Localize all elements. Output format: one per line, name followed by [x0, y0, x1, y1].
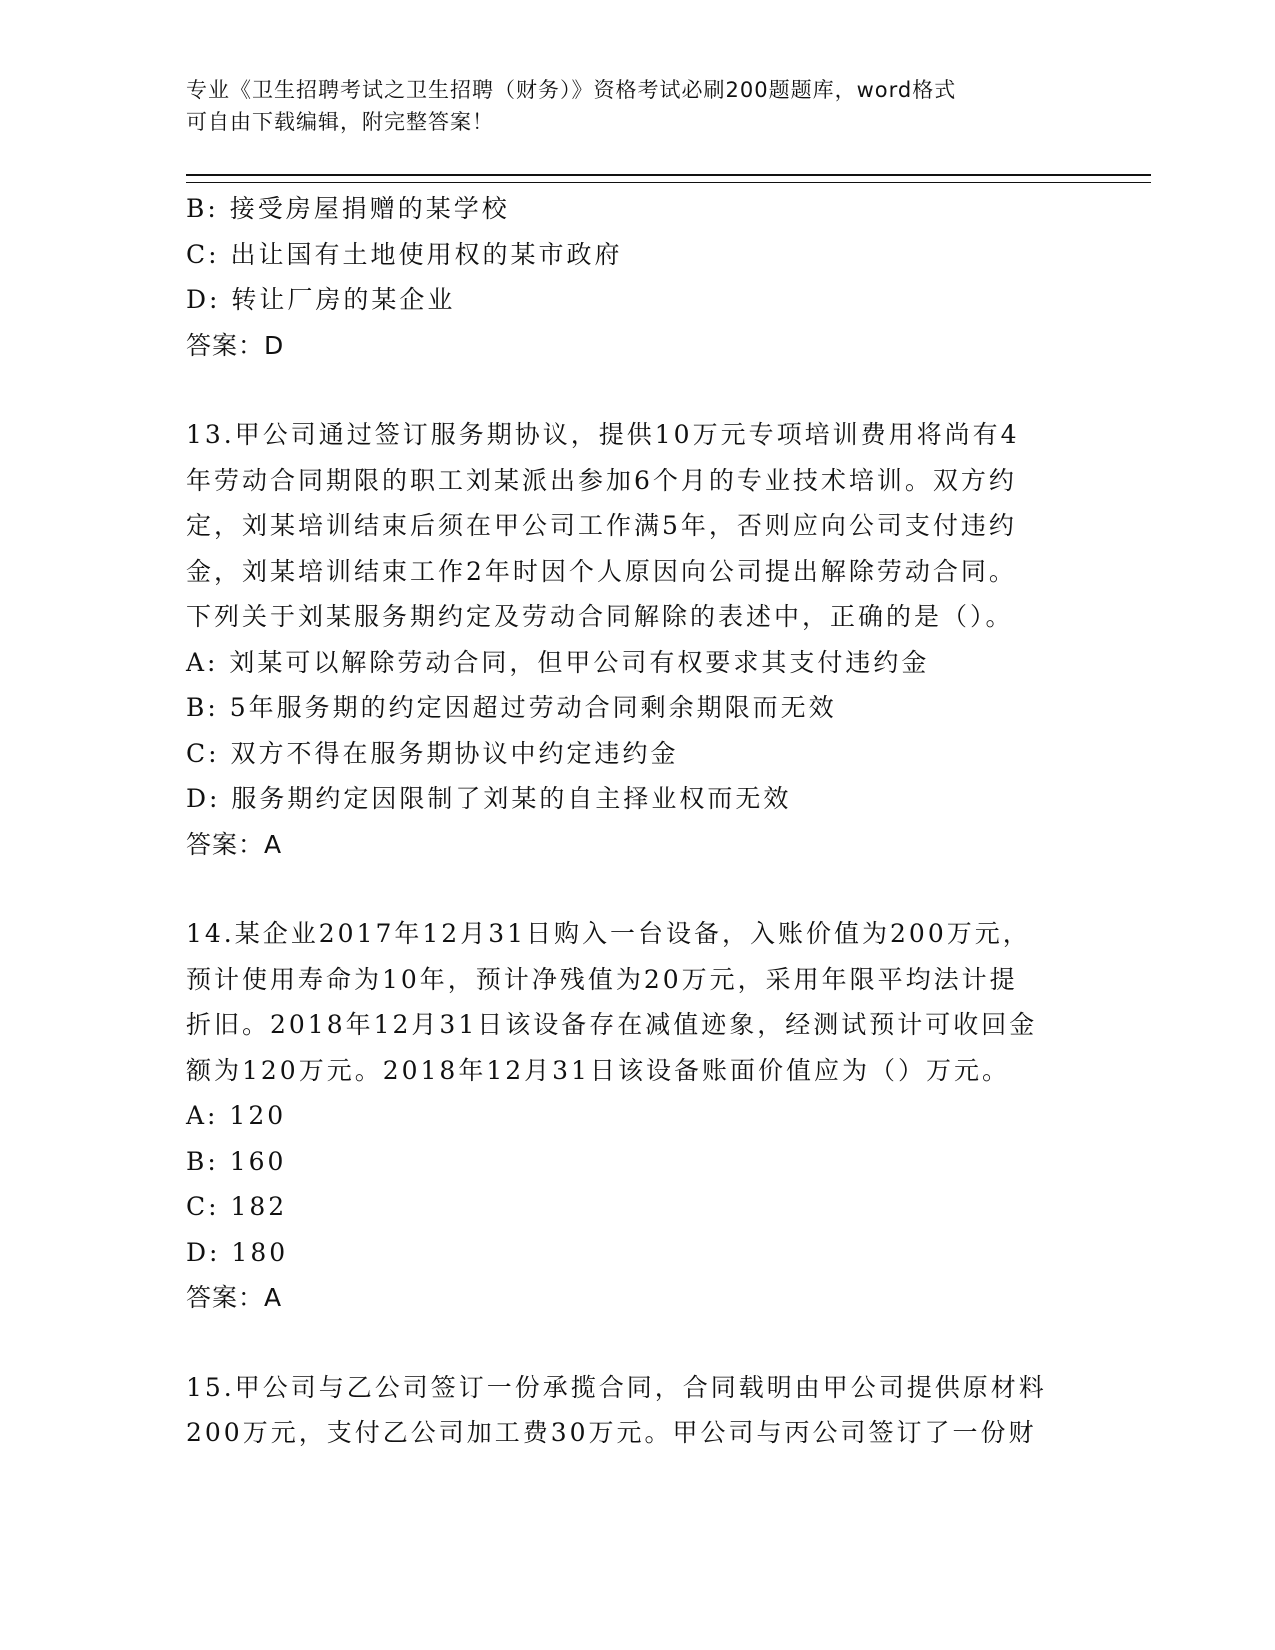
- option-b: B: 160: [186, 1146, 287, 1176]
- answer-label: 答案：A: [186, 829, 283, 859]
- document-header: [186, 74, 1066, 138]
- question-text-line: 15.甲公司与乙公司签订一份承揽合同，合同载明由甲公司提供原材料: [186, 1372, 1047, 1402]
- question-text-line: 额为120万元。2018年12月31日该设备账面价值应为（）万元。: [186, 1055, 1010, 1085]
- question-text-line: 14.某企业2017年12月31日购入一台设备，入账价值为200万元，: [186, 919, 1031, 948]
- question-text-line: 折旧。2018年12月31日该设备存在减值迹象，经测试预计可收回金: [186, 1010, 1038, 1039]
- answer-label: 答案：D: [186, 330, 285, 360]
- option-b: B: 5年服务期的约定因超过劳动合同剩余期限而无效: [186, 693, 837, 722]
- header-title-line-2: 可自由下载编辑，附完整答案！: [186, 110, 494, 134]
- spacer: [186, 368, 1086, 412]
- option-a: A: 刘某可以解除劳动合同，但甲公司有权要求其支付违约金: [186, 647, 930, 677]
- option-d: D: 服务期约定因限制了刘某的自主择业权而无效: [186, 784, 792, 813]
- option-c: C: 双方不得在服务期协议中约定违约金: [186, 738, 679, 768]
- option-c: C: 182: [186, 1192, 288, 1221]
- question-12-block: [186, 186, 1086, 368]
- question-text-line: 13.甲公司通过签订服务期协议，提供10万元专项培训费用将尚有4: [186, 420, 1020, 449]
- header-divider-thick: [186, 174, 1151, 176]
- question-text-line: 定，刘某培训结束后须在甲公司工作满5年，否则应向公司支付违约: [186, 511, 1017, 540]
- option-d: D: 180: [186, 1237, 289, 1267]
- question-text-line: 预计使用寿命为10年，预计净残值为20万元，采用年限平均法计提: [186, 964, 1018, 994]
- option-d: D: 转让厂房的某企业: [186, 285, 456, 314]
- option-b: B: 接受房屋捐赠的某学校: [186, 194, 510, 223]
- question-text-line: 200万元，支付乙公司加工费30万元。甲公司与丙公司签订了一份财: [186, 1418, 1037, 1447]
- spacer: [186, 867, 1086, 911]
- header-title-line-1: 专业《卫生招聘考试之卫生招聘（财务）》资格考试必刷200题题库，word格式: [186, 78, 957, 102]
- question-13-block: [186, 412, 1086, 867]
- question-content: [186, 186, 1086, 1456]
- spacer: [186, 1321, 1086, 1365]
- question-14-block: [186, 911, 1086, 1321]
- answer-label: 答案：A: [186, 1283, 283, 1312]
- option-a: A: 120: [186, 1101, 287, 1130]
- question-text-line: 金，刘某培训结束工作2年时因个人原因向公司提出解除劳动合同。: [186, 556, 1017, 586]
- question-text-line: 下列关于刘某服务期约定及劳动合同解除的表述中，正确的是（）。: [186, 602, 1014, 631]
- question-15-block: [186, 1365, 1086, 1456]
- question-text-line: 年劳动合同期限的职工刘某派出参加6个月的专业技术培训。双方约: [186, 465, 1017, 495]
- option-c: C: 出让国有土地使用权的某市政府: [186, 239, 623, 269]
- header-divider-thin: [186, 182, 1151, 183]
